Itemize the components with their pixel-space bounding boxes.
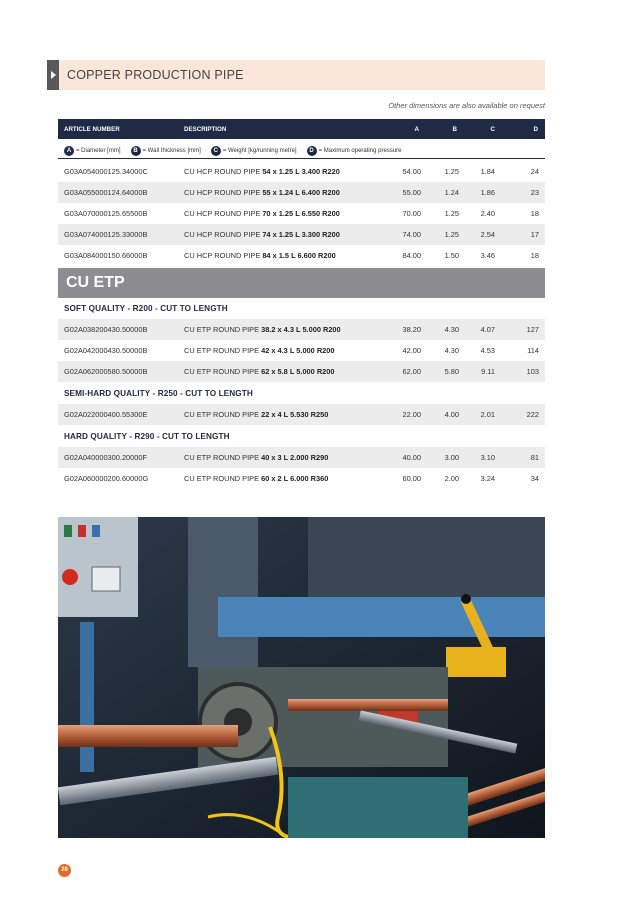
hard-quality-heading: HARD QUALITY - R290 - CUT TO LENGTH: [64, 432, 230, 441]
description-spec: 22 x 4 L 5.530 R250: [261, 410, 329, 419]
article-number: G03A070000125.65500B: [64, 209, 148, 218]
value-d: 17: [530, 230, 539, 239]
description-prefix: CU ETP ROUND PIPE: [184, 410, 262, 419]
value-d: 114: [527, 346, 539, 355]
description: [184, 251, 336, 260]
description-prefix: CU HCP ROUND PIPE: [184, 188, 263, 197]
legend-badge: C: [211, 146, 221, 156]
legend-text: = Wall thickness [mm]: [142, 147, 201, 154]
availability-note: Other dimensions are also available on request: [388, 101, 545, 110]
description-spec: 60 x 2 L 6.000 R360: [261, 474, 329, 483]
description-prefix: CU ETP ROUND PIPE: [184, 367, 262, 376]
article-number: G02A042000430.50000B: [64, 346, 148, 355]
cu-etp-title: CU ETP: [66, 274, 125, 291]
legend-a: [64, 146, 121, 156]
value-a: 84.00: [402, 251, 421, 260]
table-row: [58, 245, 545, 266]
value-b: 4.30: [444, 325, 459, 334]
value-d: 18: [530, 209, 539, 218]
value-c: 3.10: [480, 453, 495, 462]
value-a: 60.00: [402, 474, 421, 483]
article-number: G03A084000150.66000B: [64, 251, 148, 260]
table-row: [58, 361, 545, 382]
column-legend: [58, 143, 545, 159]
table-row: [58, 182, 545, 203]
col-c: C: [490, 126, 495, 133]
value-b: 1.24: [444, 188, 459, 197]
description: [184, 474, 328, 483]
semi-hard-quality-heading: SEMI-HARD QUALITY - R250 - CUT TO LENGTH: [64, 389, 253, 398]
value-c: 2.54: [480, 230, 495, 239]
article-number: G02A040000300.20000F: [64, 453, 148, 462]
section-arrow-icon: [47, 60, 59, 90]
value-d: 23: [530, 188, 539, 197]
value-a: 74.00: [402, 230, 421, 239]
value-c: 2.40: [480, 209, 495, 218]
legend-badge: A: [64, 146, 74, 156]
col-description: DESCRIPTION: [184, 126, 227, 133]
value-a: 40.00: [402, 453, 421, 462]
value-d: 34: [530, 474, 539, 483]
col-a: A: [414, 126, 419, 133]
description-prefix: CU ETP ROUND PIPE: [184, 325, 262, 334]
legend-b: [131, 146, 201, 156]
legend-separator: ·: [204, 147, 207, 154]
description-spec: 40 x 3 L 2.000 R290: [261, 453, 329, 462]
article-number: G02A022000400.55300E: [64, 410, 148, 419]
table-row: [58, 340, 545, 361]
table-row: [58, 161, 545, 182]
production-photo: [58, 517, 545, 838]
description: [184, 209, 340, 218]
description: [184, 410, 328, 419]
table-row: [58, 224, 545, 245]
cu-etp-banner: [58, 268, 545, 298]
value-d: 127: [526, 325, 539, 334]
page-number: 28: [58, 864, 71, 877]
description-spec: 42 x 4.3 L 5.000 R200: [261, 346, 335, 355]
description-prefix: CU HCP ROUND PIPE: [184, 209, 263, 218]
table-row: [58, 468, 545, 489]
value-a: 22.00: [402, 410, 421, 419]
value-c: 1.84: [480, 167, 495, 176]
value-b: 3.00: [444, 453, 459, 462]
value-b: 4.00: [444, 410, 459, 419]
description-spec: 54 x 1.25 L 3.400 R220: [262, 167, 340, 176]
description: [184, 367, 335, 376]
description: [184, 453, 328, 462]
legend-badge: D: [307, 146, 317, 156]
value-a: 54.00: [402, 167, 421, 176]
value-c: 2.01: [480, 410, 495, 419]
soft-quality-heading: SOFT QUALITY - R200 - CUT TO LENGTH: [64, 304, 228, 313]
table-row: [58, 319, 545, 340]
value-c: 4.07: [480, 325, 495, 334]
description: [184, 188, 340, 197]
value-b: 5.80: [444, 367, 459, 376]
description-spec: 62 x 5.8 L 5.000 R200: [261, 367, 335, 376]
value-d: 103: [526, 367, 539, 376]
table-row: [58, 404, 545, 425]
table-row: [58, 447, 545, 468]
article-number: G03A054000125.34000C: [64, 167, 148, 176]
legend-text: = Maximum operating pressure: [318, 147, 402, 154]
section-title: COPPER PRODUCTION PIPE: [67, 68, 244, 82]
value-b: 4.30: [444, 346, 459, 355]
legend-d: [307, 146, 402, 156]
article-number: G02A062000580.50000B: [64, 367, 148, 376]
description-spec: 74 x 1.25 L 3.300 R200: [262, 230, 340, 239]
description-prefix: CU ETP ROUND PIPE: [184, 453, 262, 462]
description: [184, 230, 340, 239]
value-c: 3.24: [480, 474, 495, 483]
legend-text: = Weight [kg/running metre]: [222, 147, 297, 154]
value-c: 4.53: [480, 346, 495, 355]
table-row: [58, 203, 545, 224]
description-spec: 70 x 1.25 L 6.550 R200: [262, 209, 340, 218]
description-prefix: CU HCP ROUND PIPE: [184, 251, 263, 260]
legend-separator: ·: [124, 147, 127, 154]
value-c: 9.11: [481, 367, 495, 376]
value-c: 1.86: [480, 188, 495, 197]
description: [184, 325, 341, 334]
value-a: 70.00: [402, 209, 421, 218]
description: [184, 167, 340, 176]
legend-badge: B: [131, 146, 141, 156]
article-number: G02A038200430.50000B: [64, 325, 148, 334]
value-b: 1.50: [444, 251, 459, 260]
value-a: 42.00: [402, 346, 421, 355]
description-spec: 55 x 1.24 L 6.400 R200: [262, 188, 340, 197]
article-number: G03A074000125.33000B: [64, 230, 148, 239]
description-prefix: CU HCP ROUND PIPE: [184, 167, 263, 176]
value-b: 1.25: [444, 230, 459, 239]
col-b: B: [452, 126, 457, 133]
value-a: 55.00: [402, 188, 421, 197]
table-header: [58, 119, 545, 139]
value-d: 18: [530, 251, 539, 260]
production-machine-illustration: [58, 517, 545, 838]
legend-c: [211, 146, 297, 156]
article-number: G02A060000200.60000G: [64, 474, 149, 483]
description-prefix: CU ETP ROUND PIPE: [184, 346, 262, 355]
value-c: 3.46: [480, 251, 495, 260]
value-b: 1.25: [444, 167, 459, 176]
description-spec: 84 x 1.5 L 6.600 R200: [262, 251, 336, 260]
article-number: G03A055000124.64000B: [64, 188, 148, 197]
description-spec: 38.2 x 4.3 L 5.000 R200: [261, 325, 341, 334]
col-d: D: [533, 126, 538, 133]
description-prefix: CU HCP ROUND PIPE: [184, 230, 263, 239]
value-d: 222: [526, 410, 539, 419]
legend-text: = Diameter [mm]: [76, 147, 121, 154]
col-article-number: ARTICLE NUMBER: [64, 126, 120, 133]
value-b: 1.25: [444, 209, 459, 218]
value-d: 81: [530, 453, 539, 462]
description-prefix: CU ETP ROUND PIPE: [184, 474, 262, 483]
value-d: 24: [530, 167, 539, 176]
value-a: 38.20: [402, 325, 421, 334]
legend-separator: ·: [300, 147, 303, 154]
section-header: [47, 60, 545, 90]
value-a: 62.00: [402, 367, 421, 376]
description: [184, 346, 335, 355]
value-b: 2.00: [444, 474, 459, 483]
